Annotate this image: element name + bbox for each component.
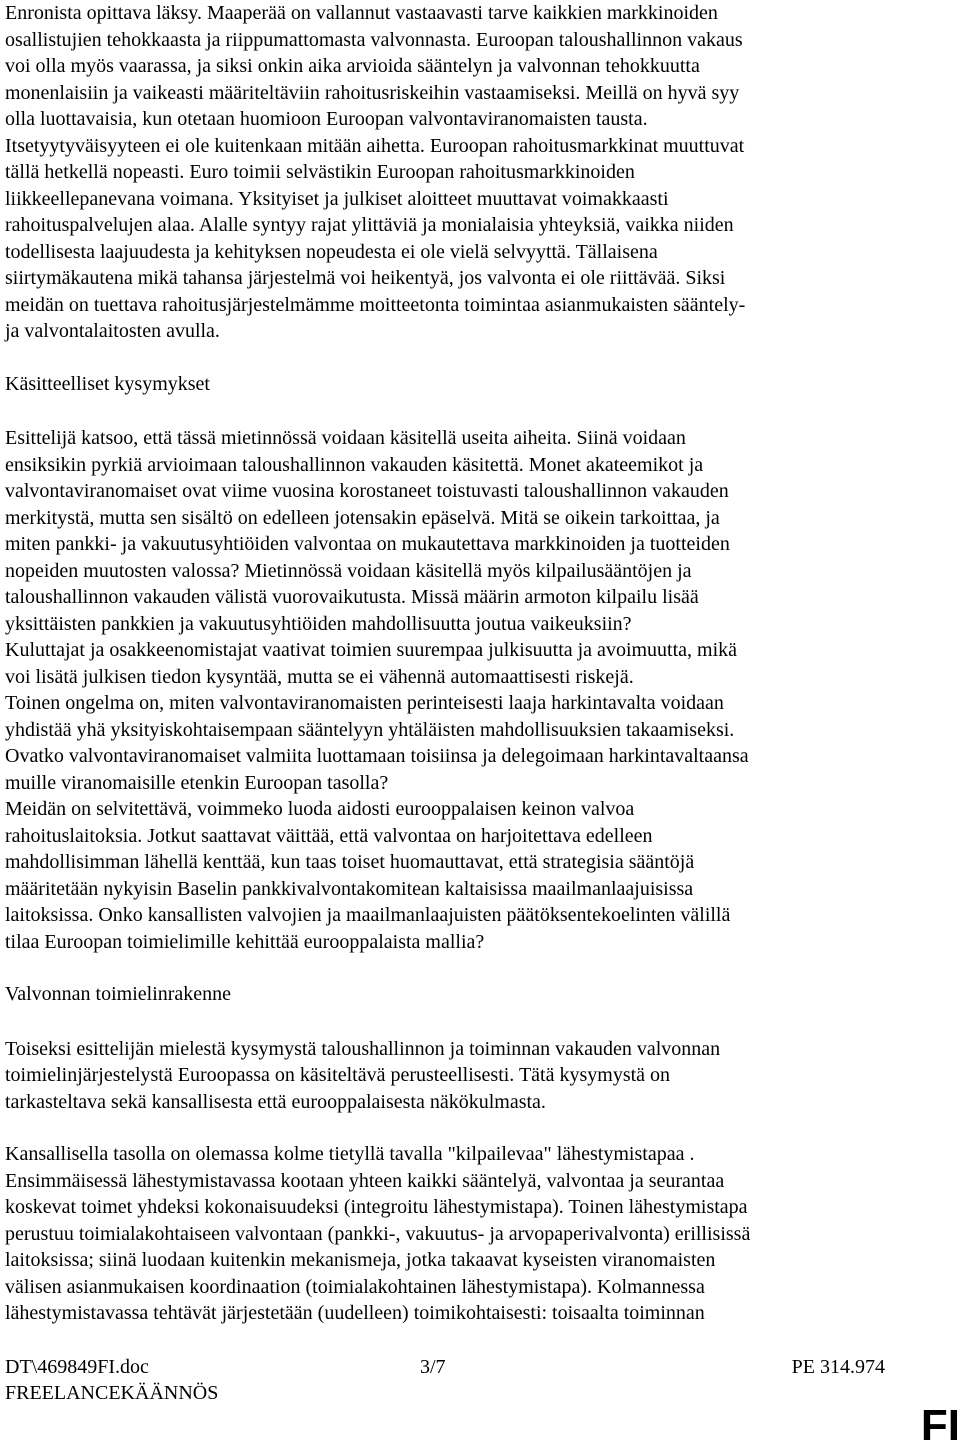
- translator-label: FREELANCEKÄÄNNÖS: [5, 1382, 219, 1404]
- page-number: 3/7: [420, 1356, 446, 1378]
- language-code: FI: [920, 1401, 960, 1449]
- paragraph-4: Kansallisella tasolla on olemassa kolme tietyllä tavalla "kilpailevaa" lähestymistapaa . Ensimmäisessä lähestymistavassa kootaan yhteen kaikki sääntelyä, valvontaa ja seurantaa koskevat toimet yhdeksi kokonaisuudeksi (integroitu lähestymistapa). Toinen lähestymistapa perustuu toimialakohtaiseen valvontaan (pankki-, vakuutus- ja arvopaperivalvonta) erillisissä laitoksissa; siinä luodaan kuitenkin mekanismeja, jotka takaavat kyseisten viranomaisten välisen asianmukaisen koordinaation (toimialakohtainen lähestymistapa). Kolmannessa lähestymistavassa tehtävät järjestetään (uudelleen) toimikohtaisesti: toisaalta toiminnan: [5, 1143, 751, 1324]
- paragraph-2: Esittelijä katsoo, että tässä mietinnössä voidaan käsitellä useita aiheita. Siinä voidaan ensiksikin pyrkiä arvioimaan taloushallinnon vakauden käsitettä. Monet akateemikot ja valvontaviranomaiset ovat viime vuosina korostaneet toistuvasti taloushallinnon vakauden merkitystä, mutta sen sisältö on edelleen jotensakin epäselvä. Mitä se oikein tarkoittaa, ja miten pankki- ja vakuutusyhtiöiden valvontaa on mukautettava markkinoiden ja tuotteiden nopeiden muutosten valossa? Mietinnössä voidaan käsitellä myös kilpailusääntöjen ja taloushallinnon vakauden välistä vuorovaikutusta. Missä määrin armoton kilpailu lisää yksittäisten pankkien ja vakuutusyhtiöiden mahdollisuutta joutua vaikeuksiin? Kuluttajat ja osakkeenomistajat vaativat toimien suurempaa julkisuutta ja avoimuutta, mikä voi lisätä julkisen tiedon kysyntää, mutta se ei vähennä automaattisesti riskejä. Toinen ongelma on, miten valvontaviranomaisten perinteisesti laaja harkintavalta voidaan yhdistää yhä yksityiskohtaisempaan sääntelyyn yhtäläisten mahdollisuuksien takaamiseksi. Ovatko valvontaviranomaiset valmiita luottamaan toisiinsa ja delegoimaan harkintavaltaansa muille viranomaisille etenkin Euroopan tasolla? Meidän on selvitettävä, voimmeko luoda aidosti eurooppalaisen keinon valvoa rahoituslaitoksia. Jotkut saattavat väittää, että valvontaa on harjoitettava edelleen mahdollisimman lähellä kenttää, kun taas toiset huomauttavat, että strategisia sääntöjä määritetään nykyisin Baselin pankkivalvontakomitean kaltaisissa maailmanlaajuisissa laitoksissa. Onko kansallisten valvojien ja maailmanlaajuisten päätöksentekoelinten välillä tilaa Euroopan toimielimille kehittää eurooppalaista mallia?: [5, 427, 749, 953]
- paragraph-3: Toiseksi esittelijän mielestä kysymystä taloushallinnon ja toiminnan vakauden valvonnan toimielinjärjestelystä Euroopassa on käsiteltävä perusteellisesti. Tätä kysymystä on tarkasteltava sekä kansallisesta että eurooppalaisesta näkökulmasta.: [5, 1037, 721, 1113]
- paragraph-1: Enronista opittava läksy. Maaperää on vallannut vastaavasti tarve kaikkien markkinoiden osallistujien tehokkaasta ja riippumattomasta valvonnasta. Euroopan taloushallinnon vakaus voi olla myös vaarassa, ja siksi onkin aika arvioida sääntelyn ja valvonnan tehokkuutta monenlaisiin ja vaikeasti määriteltäviin rahoitusriskeihin vastaamiseksi. Meillä on hyvä syy olla luottavaisia, kun otetaan huomioon Euroopan valvontaviranomaisten tausta. Itsetyytyväisyyteen ei ole kuitenkaan mitään aihetta. Euroopan rahoitusmarkkinat muuttuvat tällä hetkellä nopeasti. Euro toimii selvästikin Euroopan rahoitusmarkkinoiden liikkeellepanevana voimana. Yksityiset ja julkiset aloitteet muuttavat voimakkaasti rahoituspalvelujen alaa. Alalle syntyy rajat ylittäviä ja monialaisia yhteyksiä, vaikka niiden todellisesta laajuudesta ja kehityksen nopeudesta ei ole vielä selvyyttä. Tällaisena siirtymäkautena mikä tahansa järjestelmä voi heikentyä, jos valvonta ei ole riittävää. Siksi meidän on tuettava rahoitusjärjestelmämme moitteetonta toimintaa asianmukaisten sääntely- ja valvontalaitosten avulla.: [5, 2, 746, 342]
- pe-reference: PE 314.974: [791, 1356, 885, 1378]
- document-reference: DT\469849FI.doc: [5, 1356, 149, 1378]
- document-body: [5, 0, 885, 1327]
- section-heading-supervision-structure: Valvonnan toimielinrakenne: [5, 983, 232, 1005]
- section-heading-conceptual-issues: Käsitteelliset kysymykset: [5, 372, 210, 395]
